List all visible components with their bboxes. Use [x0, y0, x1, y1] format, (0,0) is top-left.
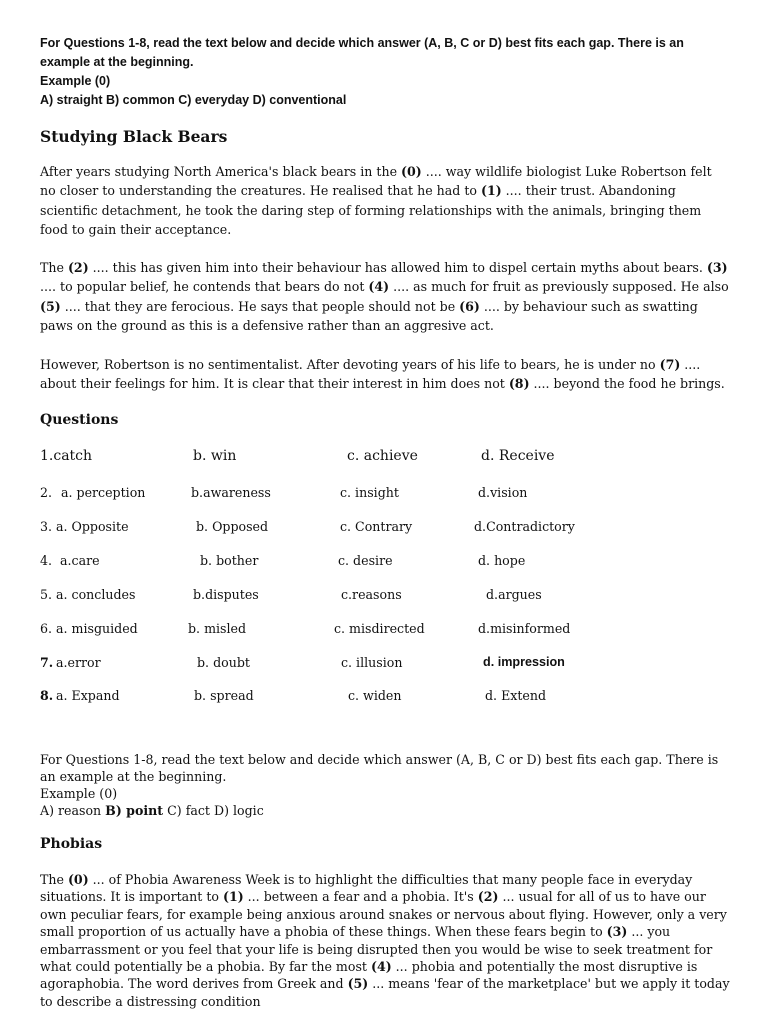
gap-number: (3)	[606, 924, 628, 940]
exercise2-example-label: Example (0)	[40, 786, 118, 801]
answer-option-b: b. bother	[200, 553, 259, 568]
question-row	[40, 448, 730, 468]
answer-option-d: d. hope	[478, 553, 526, 568]
answer-option-a: a. Opposite	[56, 519, 129, 534]
exercise2-instruction-text: For Questions 1-8, read the text below and decide which answer (A, B, C or D) best fits each gap. There is an example at the beginning.	[40, 752, 719, 784]
gap-number: (0)	[401, 164, 422, 179]
gap-number: (2)	[477, 889, 499, 905]
text-run: .... that they are ferocious. He says that people should not be	[60, 298, 460, 314]
example2-option-b: B) point	[105, 803, 164, 818]
answer-option-b: b. spread	[194, 688, 254, 703]
answer-option-c: c. illusion	[341, 655, 403, 670]
text-run: .... beyond the food he brings.	[529, 376, 725, 392]
example2-option-c: C) fact	[167, 803, 210, 818]
answer-option-d: d.vision	[478, 485, 528, 500]
question-row	[40, 485, 730, 505]
answer-option-d: d. impression	[483, 655, 565, 669]
text-run: .... by behaviour such as swatting paws on the ground as this is a defensive rather than an aggresive act.	[40, 298, 698, 334]
example2-option-a: A) reason	[40, 803, 102, 818]
question-row	[40, 519, 730, 539]
answer-option-a: a. Expand	[56, 688, 120, 703]
question-row	[40, 688, 730, 708]
answer-option-d: d.argues	[486, 587, 542, 602]
answer-option-b: b. Opposed	[196, 519, 269, 534]
text-run: ... you embarrassment or you feel that your life is being disrupted then you would be wise to seek treatment for what could potentially be a phobia. By far the most	[40, 924, 713, 975]
gap-number: (8)	[508, 376, 530, 392]
gap-number: (3)	[706, 260, 728, 275]
answer-option-b: b. misled	[188, 621, 247, 636]
question-number: 8.	[40, 688, 54, 703]
exercise2-paragraph	[40, 871, 730, 1010]
gap-number: (1)	[222, 889, 244, 905]
text-run: After years studying North America's black bears in the	[40, 164, 402, 179]
exercise2-example-options	[40, 802, 730, 819]
answer-option-c: c. widen	[348, 688, 402, 703]
question-number: 5.	[40, 587, 53, 602]
text-run: However, Robertson is no sentimentalist. After devoting years of his life to bears, he is under no	[40, 357, 660, 372]
example-option-a: A) straight	[40, 93, 103, 107]
exercise2-title: Phobias	[40, 836, 103, 852]
answer-option-d: d.misinformed	[478, 621, 571, 636]
answer-option-a: a. perception	[61, 485, 146, 500]
answer-option-c: c. misdirected	[334, 621, 425, 636]
question-row	[40, 553, 730, 573]
example-option-c: C) everyday	[178, 93, 250, 107]
text-run: .... their trust. Abandoning scientific detachment, he took the daring step of forming relationships with the animals, bringing them food to gain their acceptance.	[40, 183, 702, 238]
questions-title: Questions	[40, 412, 119, 428]
question-number: 7.	[40, 655, 54, 670]
answer-option-d: d. Extend	[485, 688, 547, 703]
text-run: ... means 'fear of the marketplace' but we apply it today to describe a distressing condition	[40, 976, 730, 1009]
question-number: 2.	[40, 485, 53, 500]
text-run: The	[40, 260, 68, 275]
question-row	[40, 587, 730, 607]
exercise1-instruction-text: For Questions 1-8, read the text below and decide which answer (A, B, C or D) best fits each gap. There is an example at the beginning.	[40, 36, 684, 69]
exercise1-paragraph-1	[40, 162, 730, 240]
gap-number: (2)	[67, 260, 89, 275]
answer-option-b: b.awareness	[191, 485, 271, 500]
text-run: .... this has given him into their behaviour has allowed him to dispel certain myths about bears.	[88, 260, 707, 275]
exercise1-instructions	[40, 34, 735, 110]
exercise2-instructions	[40, 751, 730, 819]
text-run: The	[40, 872, 68, 887]
exercise1-title: Studying Black Bears	[40, 127, 228, 146]
exercise1-example-label: Example (0)	[40, 74, 111, 88]
text-run: ... of Phobia Awareness Week is to highlight the difficulties that many people face in everyday situations. It is important to	[40, 872, 693, 905]
gap-number: (6)	[459, 298, 480, 314]
text-run: ... usual for all of us to have our own peculiar fears, for example being anxious around snakes or nervous about flying. However, only a very small proportion of us actually have a phobia of these things. When these fears begin to	[40, 889, 727, 940]
text-run: ... phobia and potentially the most disruptive is agoraphobia. The word derives from Greek and	[40, 959, 698, 992]
question-number: 6.	[40, 621, 53, 636]
answer-option-d: d. Receive	[481, 448, 555, 464]
question-number: 3.	[40, 519, 53, 534]
answer-option-c: c. Contrary	[340, 519, 413, 534]
answer-option-d: d.Contradictory	[474, 519, 575, 534]
question-row	[40, 655, 730, 675]
question-number: 4.	[40, 553, 53, 568]
gap-number: (7)	[659, 357, 681, 372]
gap-number: (1)	[480, 183, 502, 199]
answer-option-a: a. misguided	[56, 621, 138, 636]
answer-option-c: c.reasons	[341, 587, 402, 602]
exercise1-example-options	[40, 91, 735, 110]
answer-option-c: c. insight	[340, 485, 399, 500]
text-run: ... between a fear and a phobia. It's	[243, 889, 478, 905]
text-run: .... about their feelings for him. It is clear that their interest in him does not	[40, 357, 701, 392]
gap-number: (4)	[368, 279, 390, 295]
gap-number: (4)	[370, 959, 392, 975]
answer-option-a: a.error	[56, 655, 101, 670]
answer-option-c: c. achieve	[347, 448, 418, 464]
example-option-b: B) common	[105, 93, 175, 107]
text-run: .... as much for fruit as previously supposed. He also	[389, 279, 729, 295]
exercise1-paragraph-3	[40, 355, 730, 394]
example2-option-d: D) logic	[214, 803, 264, 818]
gap-number: (0)	[67, 872, 89, 887]
answer-option-b: b. win	[193, 448, 237, 464]
exercise1-paragraph-2	[40, 258, 730, 336]
answer-option-b: b. doubt	[197, 655, 250, 670]
gap-number: (5)	[347, 976, 369, 992]
text-run: .... to popular belief, he contends that bears do not	[40, 279, 369, 295]
gap-number: (5)	[40, 298, 61, 314]
answer-option-a: a. concludes	[56, 587, 136, 602]
text-run: .... way wildlife biologist Luke Robertson felt no closer to understanding the creatures. He realised that he had to	[40, 164, 712, 199]
answer-option-b: b.disputes	[193, 587, 259, 602]
answer-option-a: a.care	[60, 553, 100, 568]
example-option-d: D) conventional	[252, 93, 347, 107]
question-row	[40, 621, 730, 641]
question-number: 1.catch	[40, 448, 93, 464]
answer-option-c: c. desire	[338, 553, 393, 568]
